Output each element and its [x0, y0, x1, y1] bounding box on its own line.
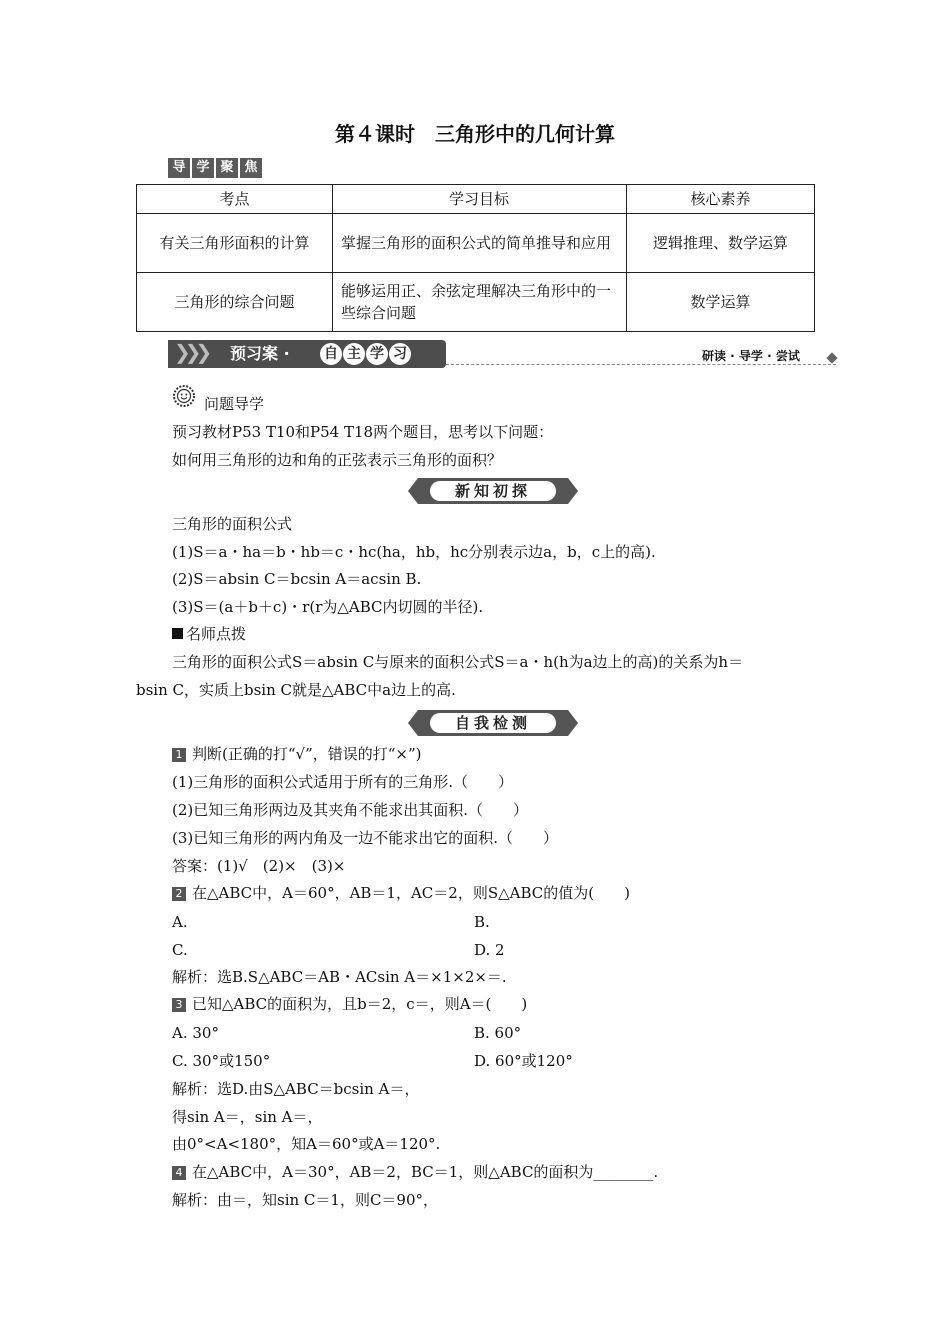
table-header-row: [137, 185, 815, 214]
banner-char: 主: [343, 343, 365, 365]
formula-heading: 三角形的面积公式: [172, 515, 293, 533]
banner-char: 学: [366, 343, 388, 365]
tip-heading: 名师点拨: [172, 624, 246, 644]
q1-item: (2)已知三角形两边及其夹角不能求出其面积.（ ）: [172, 801, 529, 819]
table-cell: 掌握三角形的面积公式的简单推导和应用: [333, 214, 627, 273]
col-header: 学习目标: [333, 185, 627, 214]
col-header: 核心素养: [627, 185, 815, 214]
question-3: 3 已知△ABC的面积为，且b＝2，c＝，则A＝( ): [172, 994, 527, 1014]
option-c: C. 30°或150°: [172, 1052, 271, 1070]
tip-line: 三角形的面积公式S＝absin C与原来的面积公式S＝a・h(h为a边上的高)的关系为h＝: [172, 653, 744, 671]
question-number: 2: [172, 887, 186, 901]
table-row: [137, 214, 815, 273]
option-a: A. 30°: [172, 1024, 219, 1042]
banner-label: 预习案 ·: [230, 344, 290, 363]
chevron-icon: ❯❯❯: [174, 340, 207, 364]
question-number: 4: [172, 1166, 186, 1180]
table-cell: 逻辑推理、数学运算: [627, 214, 815, 273]
question-number: 3: [172, 998, 186, 1012]
tip-line: bsin C，实质上bsin C就是△ABC中a边上的高.: [136, 681, 456, 699]
guide-line: 如何用三角形的边和角的正弦表示三角形的面积？: [172, 451, 503, 469]
guide-line: 预习教材P53 T10和P54 T18两个题目，思考以下问题：: [172, 423, 554, 441]
formula-line: (1)S＝a・ha＝b・hb＝c・hc(ha，hb，hc分别表示边a，b，c上的高).: [172, 543, 656, 561]
option-a: A.: [172, 913, 188, 931]
q1-answer: 答案：(1)√ (2)× (3)×: [172, 857, 346, 875]
q3-solution-line: 得sin A＝，sin A＝，: [172, 1108, 323, 1126]
option-c: C.: [172, 941, 188, 959]
banner-char: 自: [320, 343, 342, 365]
banner-circles: [320, 343, 411, 365]
section-new-knowledge: 新知初探: [408, 478, 578, 504]
badge-char: 聚: [216, 158, 238, 178]
q1-item: (1)三角形的面积公式适用于所有的三角形.（ ）: [172, 773, 514, 791]
diamond-icon: [826, 352, 837, 363]
table-cell: 三角形的综合问题: [137, 273, 333, 332]
table-cell: 能够运用正、余弦定理解决三角形中的一些综合问题: [333, 273, 627, 332]
banner-char: 习: [389, 343, 411, 365]
square-bullet-icon: [172, 628, 183, 639]
table-cell: 数学运算: [627, 273, 815, 332]
question-number: 1: [172, 748, 186, 762]
smiley-icon: [172, 384, 196, 408]
option-d: D. 60°或120°: [474, 1052, 573, 1070]
table-row: [137, 273, 815, 332]
formula-line: (3)S＝(a＋b＋c)・r(r为△ABC内切圆的半径).: [172, 598, 484, 616]
question-2: 2 在△ABC中，A＝60°，AB＝1，AC＝2，则S△ABC的值为( ): [172, 883, 630, 903]
goals-table: [136, 184, 815, 332]
badge-char: 学: [192, 158, 214, 178]
option-b: B.: [474, 913, 490, 931]
option-d: D. 2: [474, 941, 505, 959]
q3-solution-line: 由0°<A<180°，知A＝60°或A＝120°.: [172, 1135, 441, 1153]
preview-banner: [168, 340, 446, 368]
badge-char: 导: [168, 158, 190, 178]
q3-solution-line: 解析：选D.由S△ABC＝bcsin A＝，: [172, 1080, 420, 1098]
q2-solution: 解析：选B.S△ABC＝AB・ACsin A＝×1×2×＝.: [172, 968, 507, 986]
option-b: B. 60°: [474, 1024, 522, 1042]
banner-tail: 研读 · 导学 · 尝试: [702, 349, 800, 363]
badge-char: 焦: [240, 158, 262, 178]
q1-item: (3)已知三角形的两内角及一边不能求出它的面积.（ ）: [172, 829, 559, 847]
formula-line: (2)S＝absin C＝bcsin A＝acsin B.: [172, 570, 422, 588]
section-self-check: 自我检测: [408, 710, 578, 736]
question-1: 1 判断(正确的打“√”，错误的打“×”): [172, 744, 422, 764]
table-cell: 有关三角形面积的计算: [137, 214, 333, 273]
col-header: 考点: [137, 185, 333, 214]
header-badge: [168, 158, 262, 178]
q4-solution: 解析：由＝，知sin C＝1，则C＝90°，: [172, 1191, 439, 1209]
question-4: 4 在△ABC中，A＝30°，AB＝2，BC＝1，则△ABC的面积为________.: [172, 1162, 658, 1182]
guide-heading: 问题导学: [204, 395, 265, 413]
page-title: 第４课时 三角形中的几何计算: [335, 122, 615, 146]
